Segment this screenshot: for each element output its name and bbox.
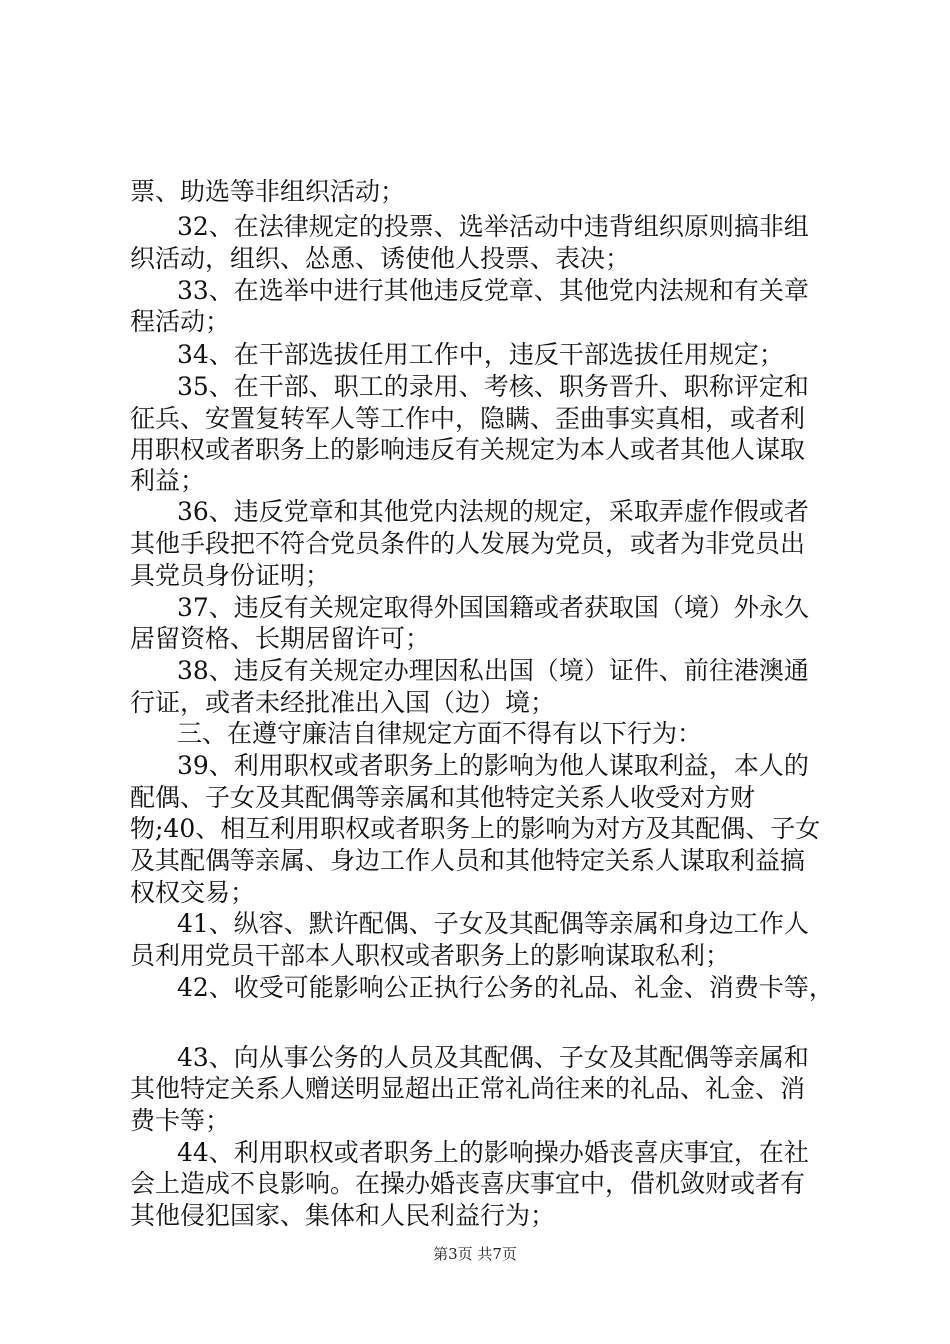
text-line: 织活动，组织、怂恿、诱使他人投票、表决； [130, 244, 631, 273]
text-line: 其他特定关系人赠送明显超出正常礼尚往来的礼品、礼金、消 [130, 1074, 806, 1103]
text-line: 会上造成不良影响。在操办婚丧喜庆事宜中，借机敛财或者有 [130, 1169, 806, 1198]
text-line: 费卡等； [130, 1106, 231, 1135]
text-line: 员利用党员干部本人职权或者职务上的影响谋取私利； [130, 941, 731, 970]
text-line: 征兵、安置复转军人等工作中，隐瞒、歪曲事实真相，或者利 [130, 404, 806, 433]
text-line: 程活动； [130, 307, 231, 336]
text-line: 行证，或者未经批准出入国（边）境； [130, 688, 556, 717]
text-line: 其他手段把不符合党员条件的人发展为党员，或者为非党员出 [130, 529, 806, 558]
text-line: 及其配偶等亲属、身边工作人员和其他特定关系人谋取利益搞 [130, 846, 806, 875]
text-line: 其他侵犯国家、集体和人民利益行为； [130, 1201, 556, 1230]
text-line: 居留资格、长期居留许可； [130, 624, 431, 653]
text-line: 36、违反党章和其他党内法规的规定，采取弄虚作假或者 [177, 497, 809, 526]
text-line: 39、利用职权或者职务上的影响为他人谋取利益，本人的 [177, 751, 809, 780]
text-line: 配偶、子女及其配偶等亲属和其他特定关系人收受对方财 [130, 783, 756, 812]
text-line: 37、违反有关规定取得外国国籍或者获取国（境）外永久 [177, 593, 809, 622]
text-line: 42、收受可能影响公正执行公务的礼品、礼金、消费卡等， [177, 973, 834, 1002]
text-line: 43、向从事公务的人员及其配偶、子女及其配偶等亲属和 [177, 1043, 809, 1072]
text-line: 票、助选等非组织活动； [130, 177, 406, 206]
text-line: 32、在法律规定的投票、选举活动中违背组织原则搞非组 [177, 212, 809, 241]
text-line: 三、在遵守廉洁自律规定方面不得有以下行为： [177, 719, 703, 748]
text-line: 35、在干部、职工的录用、考核、职务晋升、职称评定和 [177, 372, 809, 401]
text-line: 权权交易； [130, 878, 256, 907]
text-line: 38、违反有关规定办理因私出国（境）证件、前往港澳通 [177, 656, 809, 685]
text-line: 34、在干部选拔任用工作中，违反干部选拔任用规定； [177, 340, 784, 369]
text-line: 利益； [130, 466, 206, 495]
text-line: 用职权或者职务上的影响违反有关规定为本人或者其他人谋取 [130, 435, 806, 464]
text-line: 具党员身份证明； [130, 561, 331, 590]
page-number: 第3页 共7页 [433, 1245, 517, 1263]
text-line: 33、在选举中进行其他违反党章、其他党内法规和有关章 [177, 276, 809, 305]
text-line: 物;40、相互利用职权或者职务上的影响为对方及其配偶、子女 [130, 814, 821, 843]
text-line: 44、利用职权或者职务上的影响操办婚丧喜庆事宜，在社 [177, 1138, 809, 1167]
text-line: 41、纵容、默许配偶、子女及其配偶等亲属和身边工作人 [177, 909, 809, 938]
